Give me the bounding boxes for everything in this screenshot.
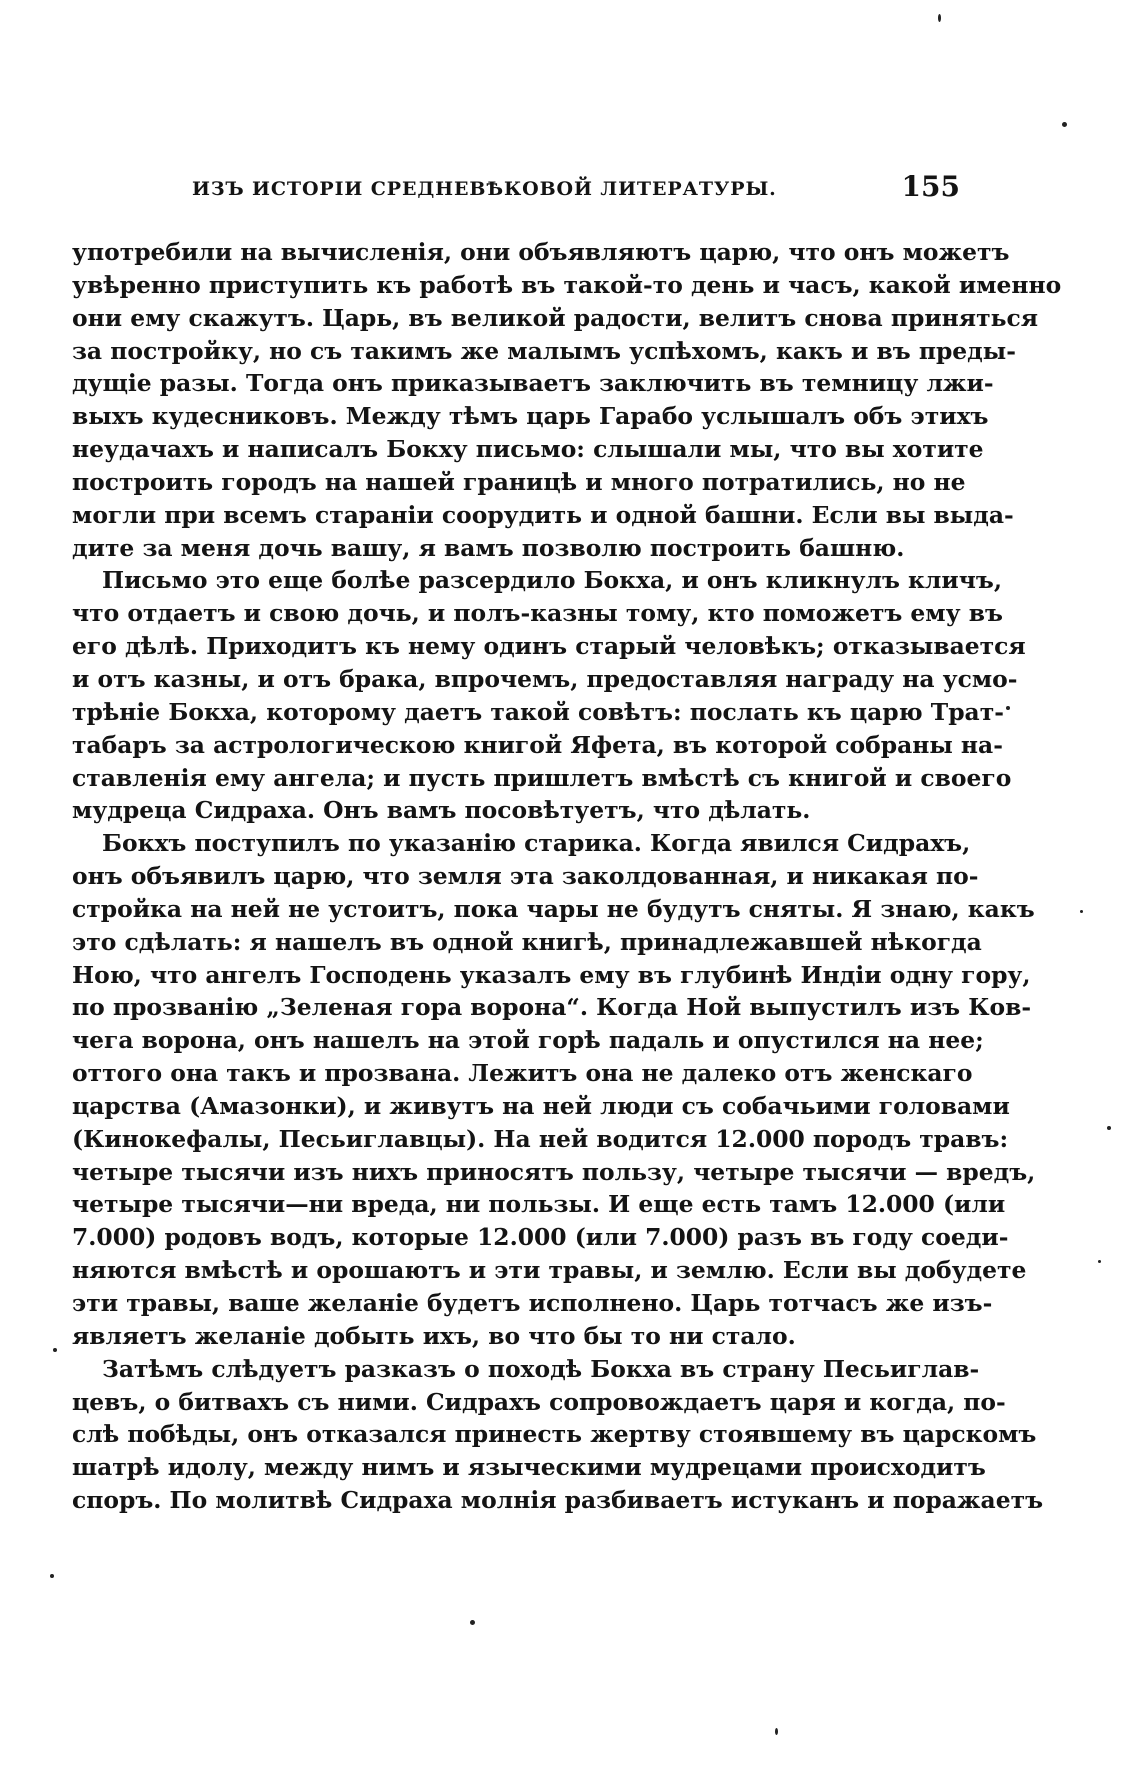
running-title: ИЗЪ ИСТОРІИ СРЕДНЕВѢКОВОЙ ЛИТЕРАТУРЫ. <box>192 178 777 200</box>
scan-speck <box>1098 1260 1101 1263</box>
text-line: что отдаетъ и свою дочь, и полъ-казны тому, кто поможетъ ему въ <box>72 599 1003 628</box>
scan-speck <box>53 1348 57 1352</box>
text-line: царства (Амазонки), и живутъ на ней люди съ собачьими головами <box>72 1091 1010 1120</box>
text-line: стройка на ней не устоитъ, пока чары не будутъ сняты. Я знаю, какъ <box>72 894 1035 923</box>
text-line: споръ. По молитвѣ Сидраха молнія разбиваетъ истуканъ и поражаетъ <box>72 1486 1044 1515</box>
text-line: 7.000) родовъ водъ, которые 12.000 (или 7.000) разъ въ году соеди- <box>72 1223 1009 1252</box>
text-line: няются вмѣстѣ и орошаютъ и эти травы, и землю. Если вы добудете <box>72 1256 1027 1285</box>
text-line: трѣніе Бокха, которому даетъ такой совѣтъ: послать къ царю Трат- <box>72 697 1004 726</box>
text-body <box>72 236 1062 1517</box>
text-line: чега ворона, онъ нашелъ на этой горѣ падаль и опустился на нее; <box>72 1026 984 1055</box>
text-line: Ною, что ангелъ Господень указалъ ему въ глубинѣ Индіи одну гору, <box>72 960 1031 989</box>
scan-speck <box>1006 706 1010 710</box>
text-line: оттого она такъ и прозвана. Лежитъ она не далеко отъ женскаго <box>72 1059 973 1088</box>
text-line: за постройку, но съ такимъ же малымъ успѣхомъ, какъ и въ преды- <box>72 336 1016 365</box>
text-line: четыре тысячи—ни вреда, ни пользы. И еще есть тамъ 12.000 (или <box>72 1190 1006 1219</box>
text-line: построить городъ на нашей границѣ и много потратились, но не <box>72 467 966 496</box>
text-line: являетъ желаніе добыть ихъ, во что бы то ни стало. <box>72 1321 796 1350</box>
scan-speck <box>1107 1126 1111 1130</box>
text-line: могли при всемъ стараніи соорудить и одной башни. Если вы выда- <box>72 500 1014 529</box>
text-line: шатрѣ идолу, между нимъ и языческими мудрецами происходитъ <box>72 1453 986 1482</box>
text-line: употребили на вычисленія, они объявляютъ царю, что онъ можетъ <box>72 238 1010 266</box>
text-line: онъ объявилъ царю, что земля эта заколдованная, и никакая по- <box>72 862 979 891</box>
text-line: его дѣлѣ. Приходитъ къ нему одинъ старый человѣкъ; отказывается <box>72 632 1026 661</box>
page-number: 155 <box>901 170 960 203</box>
text-line: эти травы, ваше желаніе будетъ исполнено. Царь тотчасъ же изъ- <box>72 1289 993 1317</box>
text-line: Затѣмъ слѣдуетъ разказъ о походѣ Бокха въ страну Песьиглав- <box>102 1354 980 1383</box>
text-line: это сдѣлать: я нашелъ въ одной книгѣ, принадлежавшей нѣкогда <box>72 927 982 956</box>
text-line: ставленія ему ангела; и пусть пришлетъ вмѣстѣ съ книгой и своего <box>72 763 1012 792</box>
text-line: слѣ побѣды, онъ отказался принесть жертву стоявшему въ царскомъ <box>72 1420 1037 1449</box>
text-line: и отъ казны, и отъ брака, впрочемъ, предоставляя награду на усмо- <box>72 664 1018 693</box>
running-head <box>72 170 960 210</box>
text-line: дущіе разы. Тогда онъ приказываетъ заключить въ темницу лжи- <box>72 369 994 398</box>
text-line: табаръ за астрологическою книгой Яфета, въ которой собраны на- <box>72 730 1003 759</box>
scan-speck <box>50 1574 54 1578</box>
text-line: мудреца Сидраха. Онъ вамъ посовѣтуетъ, что дѣлать. <box>72 796 811 825</box>
text-line: дите за меня дочь вашу, я вамъ позволю построить башню. <box>72 533 905 562</box>
scan-speck <box>470 1620 475 1625</box>
text-line: они ему скажутъ. Царь, въ великой радости, велитъ снова приняться <box>72 303 1038 332</box>
scan-speck <box>1080 910 1083 913</box>
text-line: (Кинокефалы, Песьиглавцы). На ней водится 12.000 породъ травъ: <box>72 1124 1009 1153</box>
text-line: Письмо это еще болѣе разсердило Бокха, и онъ кликнулъ кличъ, <box>102 566 1002 595</box>
scan-speck <box>1062 122 1067 127</box>
text-line: четыре тысячи изъ нихъ приносятъ пользу, четыре тысячи — вредъ, <box>72 1157 1036 1186</box>
text-line: Бокхъ поступилъ по указанію старика. Когда явился Сидрахъ, <box>102 829 971 858</box>
text-line: увѣренно приступить къ работѣ въ такой-то день и часъ, какой именно <box>72 270 1062 299</box>
text-line: цевъ, о битвахъ съ ними. Сидрахъ сопровождаетъ царя и когда, по- <box>72 1387 1006 1416</box>
text-line: неудачахъ и написалъ Бокху письмо: слышали мы, что вы хотите <box>72 435 984 464</box>
text-line: по прозванію „Зеленая гора ворона“. Когда Ной выпустилъ изъ Ков- <box>72 993 1032 1022</box>
scan-speck <box>938 14 941 22</box>
text-line: выхъ кудесниковъ. Между тѣмъ царь Гарабо услышалъ объ этихъ <box>72 402 989 431</box>
scan-speck <box>775 1728 778 1735</box>
